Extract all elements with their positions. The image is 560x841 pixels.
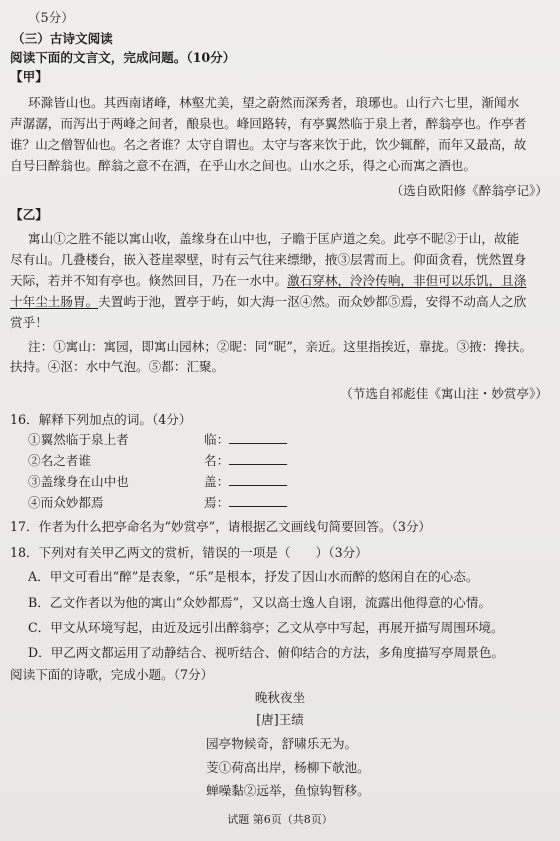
yi-line: 赏乎！ xyxy=(10,315,48,330)
poem-line: 园亭物候奇，舒啸乐无为。 xyxy=(206,736,358,751)
q16-answer xyxy=(204,474,287,490)
label-yi: 【乙】 xyxy=(10,207,48,222)
q17: 17．作者为什么把亭命名为“妙赏亭”，请根据乙文画线句简要回答。（3分） xyxy=(10,519,432,534)
poem-line: 芰①荷高出岸，杨柳下欹池。 xyxy=(206,760,370,775)
q16-answer xyxy=(204,432,287,448)
yi-text: 夫置屿于池，置亭于屿，如大海一沤④然。而众妙都⑤焉，安得不动高人之欣 xyxy=(98,294,527,309)
q16-answer xyxy=(204,453,287,469)
label-jia: 【甲】 xyxy=(10,69,48,84)
answer-blank[interactable] xyxy=(229,474,287,486)
top-score: （5分） xyxy=(28,10,74,25)
q18-option-c: C．甲文从环境写起，由近及远引出醉翁亭；乙文从亭中写起，再展开描写周围环境。 xyxy=(28,620,504,635)
answer-blank[interactable] xyxy=(229,495,287,507)
jia-line: 自号曰醉翁也。醉翁之意不在酒，在乎山水之间也。山水之乐，得之心而寓之酒也。 xyxy=(10,158,476,173)
q16-item-text: ①翼然临于泉上者 xyxy=(28,432,129,447)
answer-blank[interactable] xyxy=(229,453,287,465)
yi-line xyxy=(10,273,548,289)
poem-author: [唐]王绩 xyxy=(256,712,304,727)
note-line: 扶持。④沤：水中气泡。⑤都：汇聚。 xyxy=(10,359,225,374)
q16-word: 名： xyxy=(204,453,230,468)
yi-underlined-sentence: 十年尘土肠胃。 xyxy=(10,294,99,309)
q16-word: 盖： xyxy=(204,474,230,489)
q16-word: 焉： xyxy=(204,495,230,510)
q18-option-b: B．乙文作者以为他的寓山“众妙都焉”，又以高士逸人自诩，流露出他得意的心情。 xyxy=(28,595,491,610)
poem-title: 晚秋夜坐 xyxy=(254,690,306,705)
answer-blank[interactable] xyxy=(229,432,287,444)
yi-line: 寓山①之胜不能以寓山收，盖缘身在山中也，子瞻于匡庐道之矣。此亭不昵②于山，故能 xyxy=(28,231,520,246)
q16-word: 临： xyxy=(204,432,230,447)
note-line: 注：①寓山：寓园，即寓山园林；②昵：同“昵”，亲近。这里指挨近，靠拢。③掖：搀扶。 xyxy=(28,339,533,354)
yi-underlined-sentence: 激石穿林，泠泠传响，非但可以乐饥，且涤 xyxy=(287,273,527,288)
q16-item-text: ②名之者谁 xyxy=(28,453,91,468)
yi-line: 尽有山。几叠楼台，嵌入苍崖翠壁，时有云气往来缥缈，掖③层霄而上。仰面贪看，恍然置身 xyxy=(10,252,527,267)
q18-option-d: D．甲乙两文都运用了动静结合、视听结合、俯仰结合的方法，多角度描写亭周景色。 xyxy=(28,645,505,660)
poem-line: 蝉噪黏②远举，鱼惊钩暂移。 xyxy=(206,783,370,798)
q18-option-a: A．甲文可看出“醉”是表象，“乐”是根本，抒发了因山水而醉的悠闲自在的心态。 xyxy=(28,569,479,584)
jia-line: 环滁皆山也。其西南诸峰，林壑尤美，望之蔚然而深秀者，琅琊也。山行六七里，渐闻水 xyxy=(28,95,520,110)
instruction-classical: 阅读下面的文言文，完成问题。（10分） xyxy=(10,50,236,65)
q16-item-text: ③盖缘身在山中也 xyxy=(28,474,129,489)
jia-source: （选自欧阳修《醉翁亭记》） xyxy=(390,183,548,198)
jia-line: 声潺潺，而泻出于两峰之间者，酿泉也。峰回路转，有亭翼然临于泉上者，醉翁亭也。作亭者 xyxy=(10,116,527,131)
yi-source: （节选自祁彪佳《寓山注・妙赏亭》） xyxy=(340,386,548,401)
page-footer: 试题 第6页（共8页） xyxy=(227,813,333,826)
poem-instruction: 阅读下面的诗歌，完成小题。（7分） xyxy=(10,667,214,682)
q16-answer xyxy=(204,495,287,511)
q18-stem: 18．下列对有关甲乙两文的赏析，错误的一项是（ ）（3分） xyxy=(10,545,368,560)
yi-text: 天际，若并不知有亭也。倏然回目，乃在一水中。 xyxy=(10,273,288,288)
q16-stem: 16．解释下列加点的词。（4分） xyxy=(10,412,192,427)
q16-item-text: ④而众妙都焉 xyxy=(28,495,104,510)
yi-line xyxy=(10,294,548,310)
jia-line: 谁？山之僧智仙也。名之者谁？太守自谓也。太守与客来饮于此，饮少辄醉，而年又最高，故 xyxy=(10,137,527,152)
section-title: （三）古诗文阅读 xyxy=(12,31,113,46)
